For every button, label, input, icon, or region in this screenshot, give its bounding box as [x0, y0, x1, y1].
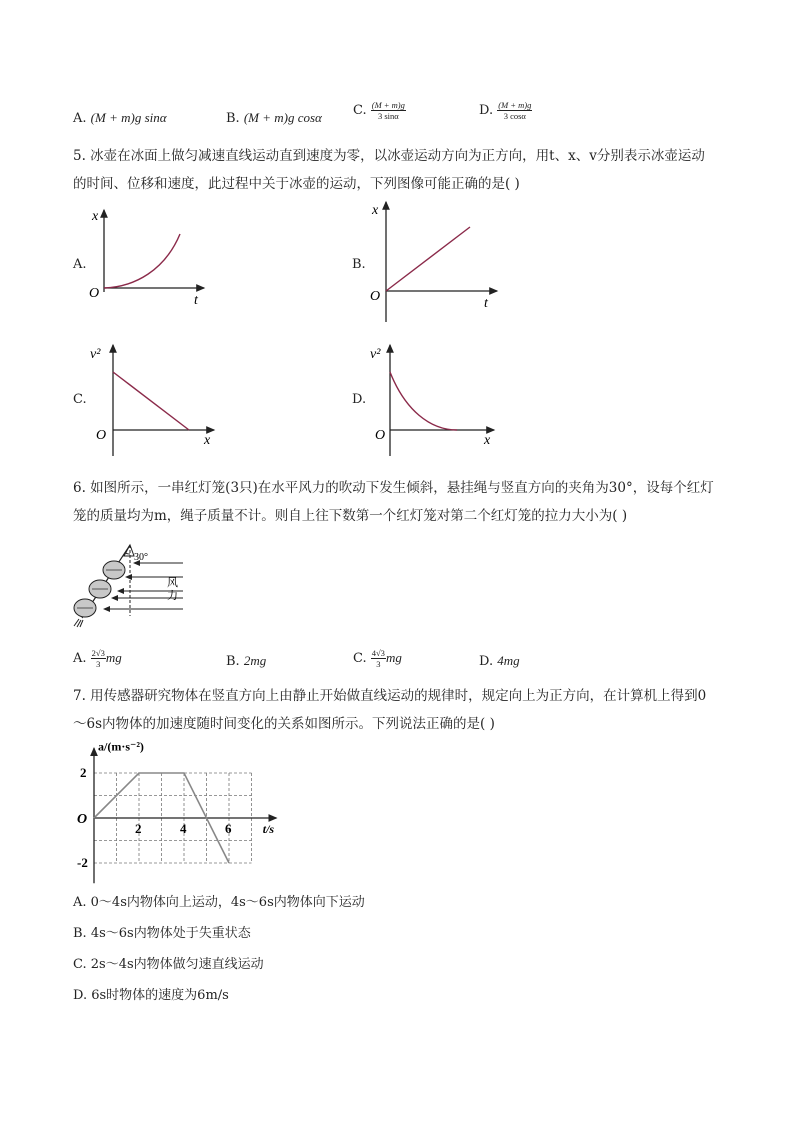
axis-label-v2: v²	[90, 347, 101, 362]
option-label: A.	[73, 111, 87, 126]
q7-stem-line1: 7. 用传感器研究物体在竖直方向上由静止开始做直线运动的规律时，规定向上为正方向，在计算机上得到0	[73, 688, 707, 704]
axis-label-x: x	[204, 433, 211, 448]
q6-option-a	[73, 648, 122, 669]
option-expr: 4mg	[497, 653, 520, 668]
option-label: D.	[479, 654, 494, 669]
q6-stem-line2: 笼的质量均为m，绳子质量不计。则自上往下数第一个红灯笼对第二个红灯笼的拉力大小为( )	[73, 508, 628, 524]
q7-option-c: C. 2s～4s内物体做匀速直线运动	[73, 957, 264, 972]
fraction-num: 2√3	[91, 648, 105, 658]
fraction	[371, 648, 386, 669]
axis-label-x: x	[92, 209, 99, 224]
x-tick-label: 4	[180, 821, 187, 836]
q5-graph-d-label: D.	[352, 392, 367, 407]
origin-label: O	[370, 289, 381, 304]
y-tick-label: -2	[77, 855, 88, 870]
fraction-den: 3 sinα	[377, 111, 399, 121]
origin-label: O	[375, 428, 386, 443]
fraction-num: 4√3	[371, 648, 385, 658]
q5-graph-d	[370, 345, 494, 456]
origin-label: O	[96, 428, 107, 443]
axis-label-t: t	[484, 296, 488, 311]
fraction-den: 3 cosα	[503, 111, 526, 121]
x-tick-label: 2	[135, 821, 142, 836]
y-tick-label: 2	[80, 765, 87, 780]
wind-label: 风	[167, 577, 178, 589]
q5-graph-c	[90, 345, 214, 456]
curve	[390, 372, 457, 430]
fraction-num: (M + m)g	[498, 100, 532, 110]
x-tick-label: 6	[225, 821, 232, 836]
lantern-icon	[74, 599, 96, 617]
q6-lantern-figure	[74, 545, 183, 627]
option-label: A.	[73, 651, 87, 666]
q6-option-d	[479, 651, 520, 672]
q5-graph-c-label: C.	[73, 392, 87, 407]
lantern-icon	[103, 561, 125, 579]
q7-option-b: B. 4s～6s内物体处于失重状态	[73, 926, 251, 941]
option-label: C.	[353, 651, 367, 666]
q7-option-a: A. 0～4s内物体向上运动，4s～6s内物体向下运动	[73, 895, 365, 910]
curve	[386, 227, 470, 291]
axis-label-v2: v²	[370, 347, 381, 362]
option-expr: (M + m)g cosα	[243, 110, 322, 125]
option-label: D.	[479, 103, 494, 118]
option-tail: mg	[105, 650, 122, 665]
curve	[113, 372, 189, 430]
q7-option-d: D. 6s时物体的速度为6m/s	[73, 988, 229, 1003]
q7-acceleration-chart	[77, 739, 276, 883]
fraction-num: (M + m)g	[371, 100, 405, 110]
axis-label-t: t	[194, 293, 198, 308]
fraction	[91, 648, 106, 669]
origin-label: O	[77, 812, 88, 827]
curve	[104, 234, 180, 288]
origin-label: O	[89, 286, 100, 301]
x-axis-label: t/s	[262, 822, 275, 836]
q5-graph-b-label: B.	[352, 257, 366, 272]
option-label: B.	[226, 111, 240, 126]
lantern-icon	[89, 580, 111, 598]
y-axis-label: a/(m·s⁻²)	[98, 739, 144, 754]
wind-label: 力	[167, 590, 178, 602]
q6-option-b	[226, 651, 266, 672]
q6-stem-line1: 6. 如图所示，一串红灯笼(3只)在水平风力的吹动下发生倾斜，悬挂绳与竖直方向的夹角为30°，设每个红灯	[73, 480, 714, 496]
fraction-den: 3	[96, 659, 101, 669]
option-expr: 2mg	[243, 653, 267, 668]
q6-option-c	[353, 648, 402, 669]
axis-label-x: x	[372, 203, 379, 218]
q5-graph-b	[370, 202, 497, 322]
q5-stem-line2: 的时间、位移和速度，此过程中关于冰壶的运动，下列图像可能正确的是( )	[73, 176, 520, 192]
angle-label: 30°	[134, 552, 148, 563]
option-tail: mg	[385, 650, 402, 665]
q7-stem-line2: ～6s内物体的加速度随时间变化的关系如图所示。下列说法正确的是( )	[73, 716, 495, 732]
q5-graph-a-label: A.	[73, 257, 87, 272]
option-expr: (M + m)g sinα	[90, 110, 167, 125]
fraction-den: 3	[376, 659, 381, 669]
q5-stem-line1: 5. 冰壶在冰面上做匀减速直线运动直到速度为零，以冰壶运动方向为正方向，用t、x、v分别表示冰壶运动	[73, 148, 705, 164]
option-label: B.	[226, 654, 240, 669]
option-label: C.	[353, 103, 367, 118]
axis-label-x: x	[484, 433, 491, 448]
q5-graph-a	[89, 209, 204, 308]
